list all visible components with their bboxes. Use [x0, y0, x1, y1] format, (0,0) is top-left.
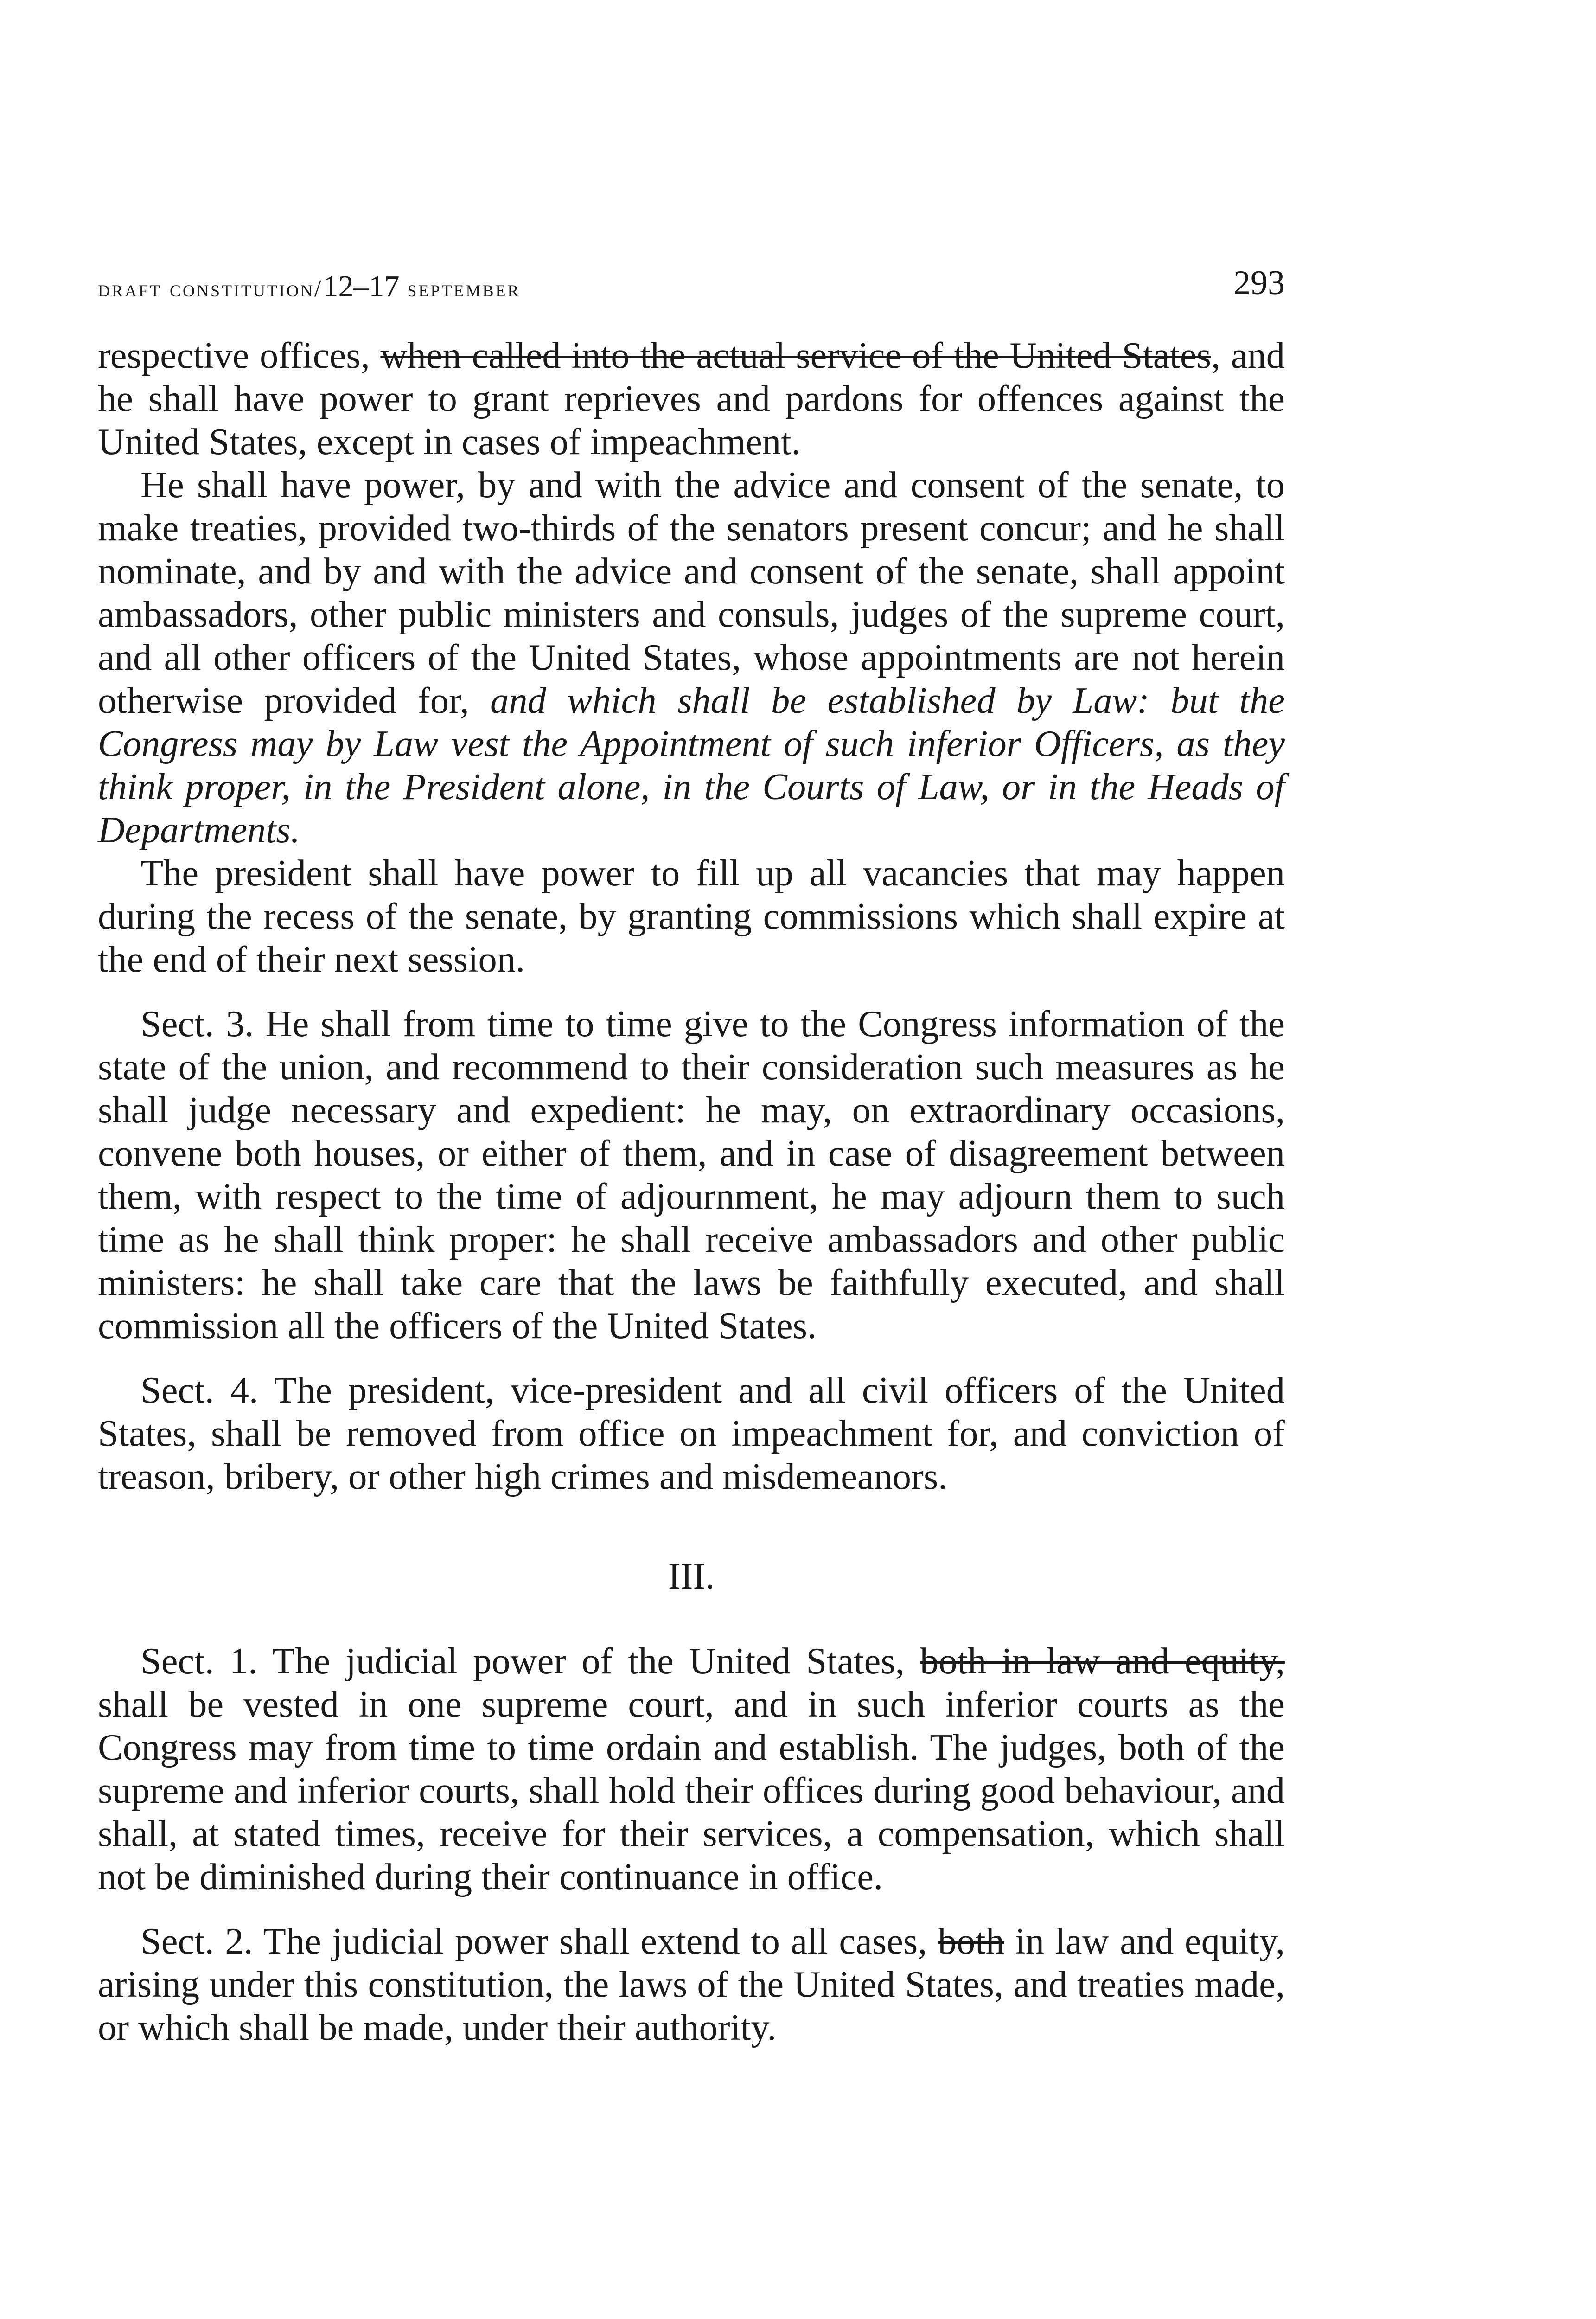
article-heading: III.	[668, 1556, 715, 1597]
page-number: 293	[1233, 264, 1285, 302]
text-run: Sect. 1. The judicial power of the United States,	[140, 1640, 920, 1682]
running-title-dates: 12–17	[323, 269, 400, 303]
page-text	[98, 334, 1285, 2049]
paragraph-treaties	[98, 463, 1285, 852]
text-run: , and he shall have power to grant reprieves and pardons for offences against the United States, except in cases of impeachment.	[98, 335, 1285, 462]
running-title	[98, 269, 520, 304]
struck-text: both	[938, 1921, 1004, 1962]
text-run: in law and equity, arising under this constitution, the laws of the United States, and treaties made, or which shall be made, under their authority.	[98, 1921, 1285, 2048]
running-head	[98, 260, 1285, 311]
running-title-month: september	[407, 275, 521, 302]
paragraph-vacancies: The president shall have power to fill up all vacancies that may happen during the recess of the senate, by granting commissions which shall expire at the end of their next session.	[98, 852, 1285, 980]
struck-text: both in law and equity,	[919, 1640, 1285, 1682]
text-run: shall be vested in one supreme court, and in such inferior courts as the Congress may from time to time ordain and establish. The judges, both of the supreme and inferior courts, shall hold their offices during good behaviour, and shall, at stated times, receive for their services, a compensation, which shall not be diminished during their continuance in office.	[98, 1684, 1285, 1897]
text-run: Sect. 2. The judicial power shall extend to all cases,	[140, 1921, 938, 1962]
paragraph-sect-4: Sect. 4. The president, vice-president and all civil officers of the United States, shall be removed from office on impeachment for, and conviction of treason, bribery, or other high crimes and misdemeanors.	[98, 1370, 1285, 1497]
paragraph-article-3-sect-1	[98, 1640, 1285, 1898]
inserted-italic-text: and which shall be established by Law: but the Congress may by Law vest the Appointment of such inferior Officers, as they think proper, in the President alone, in the Courts of Law, or in the Heads of Departments.	[98, 680, 1285, 851]
running-title-text: draft constitution/	[98, 275, 323, 302]
paragraph-article-3-sect-2	[98, 1920, 1285, 2049]
text-run: He shall have power, by and with the advice and consent of the senate, to make treaties, provided two-thirds of the senators present concur; and he shall nominate, and by and with the advice and consent of the senate, shall appoint ambassadors, other public ministers and consuls, judges of the supreme court, and all other officers of the United States, whose appointments are not herein otherwise provided for,	[98, 464, 1285, 721]
struck-text: when called into the actual service of the United States	[380, 335, 1211, 376]
paragraph-sect-3: Sect. 3. He shall from time to time give to the Congress information of the state of the union, and recommend to their consideration such measures as he shall judge necessary and expedient: he may, on extraordinary occasions, convene both houses, or either of them, and in case of disagreement between them, with respect to the time of adjournment, he may adjourn them to such time as he shall think proper: he shall receive ambassadors and other public ministers: he shall take care that the laws be faithfully executed, and shall commission all the officers of the United States.	[98, 1003, 1285, 1346]
text-run: respective offices,	[98, 335, 381, 376]
paragraph-offices-continued	[98, 334, 1285, 463]
